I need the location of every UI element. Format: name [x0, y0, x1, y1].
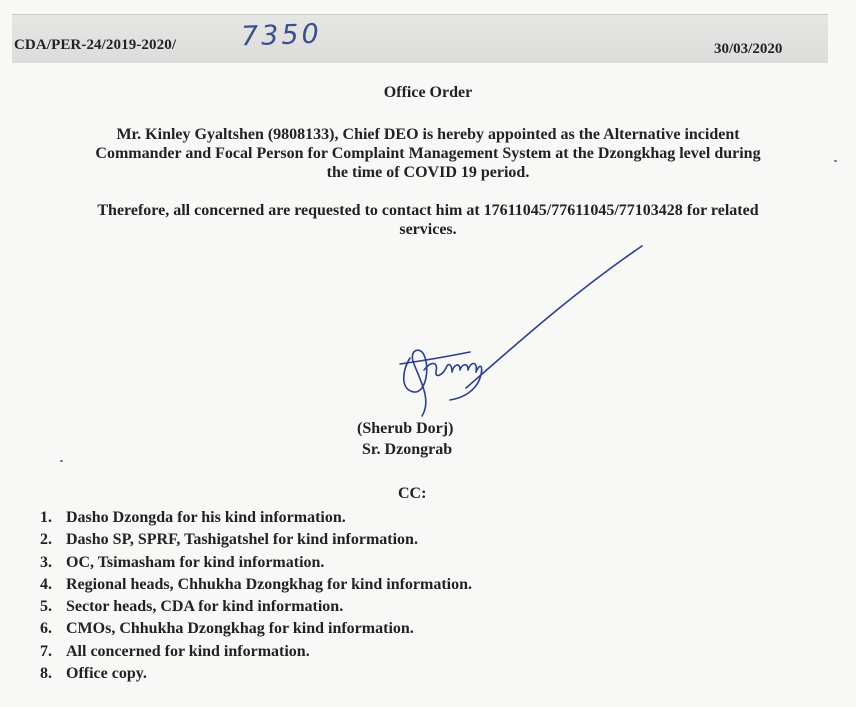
list-item: 7. All concerned for kind information.	[40, 642, 310, 660]
list-item: 5. Sector heads, CDA for kind information.	[40, 598, 344, 616]
body-line-4: Therefore, all concerned are requested to contact him at 17611045/77611045/77103428 for related	[97, 202, 759, 219]
list-item: 1. Dasho Dzongda for his kind information.	[40, 509, 346, 526]
order-title: Office Order	[383, 84, 473, 101]
scan-speck	[60, 460, 63, 462]
signature-image	[380, 240, 650, 420]
list-item: 3. OC, Tsimasham for kind information.	[40, 553, 325, 571]
cc-list	[40, 507, 472, 685]
body-line-5: services.	[399, 221, 457, 238]
handwritten-dispatch-number: 7350	[240, 18, 323, 53]
list-item: 2. Dasho SP, SPRF, Tashigatshel for kind information.	[40, 531, 418, 549]
signatory-name: (Sherub Dorj)	[357, 420, 454, 437]
scan-speck	[834, 160, 837, 162]
reference-number: CDA/PER-24/2019-2020/	[14, 37, 177, 53]
cc-label: CC:	[398, 485, 427, 502]
body-line-3: the time of COVID 19 period.	[326, 164, 530, 181]
signatory-designation: Sr. Dzongrab	[362, 441, 453, 458]
list-item: 4. Regional heads, Chhukha Dzongkhag for kind information.	[40, 575, 473, 593]
order-date: 30/03/2020	[714, 41, 783, 57]
list-item: 6. CMOs, Chhukha Dzongkhag for kind information.	[40, 620, 414, 638]
body-line-1: Mr. Kinley Gyaltshen (9808133), Chief DEO is hereby appointed as the Alternative incident	[116, 126, 740, 143]
list-item: 8. Office copy.	[40, 665, 147, 683]
body-line-2: Commander and Focal Person for Complaint Management System at the Dzongkhag level during	[95, 145, 761, 162]
